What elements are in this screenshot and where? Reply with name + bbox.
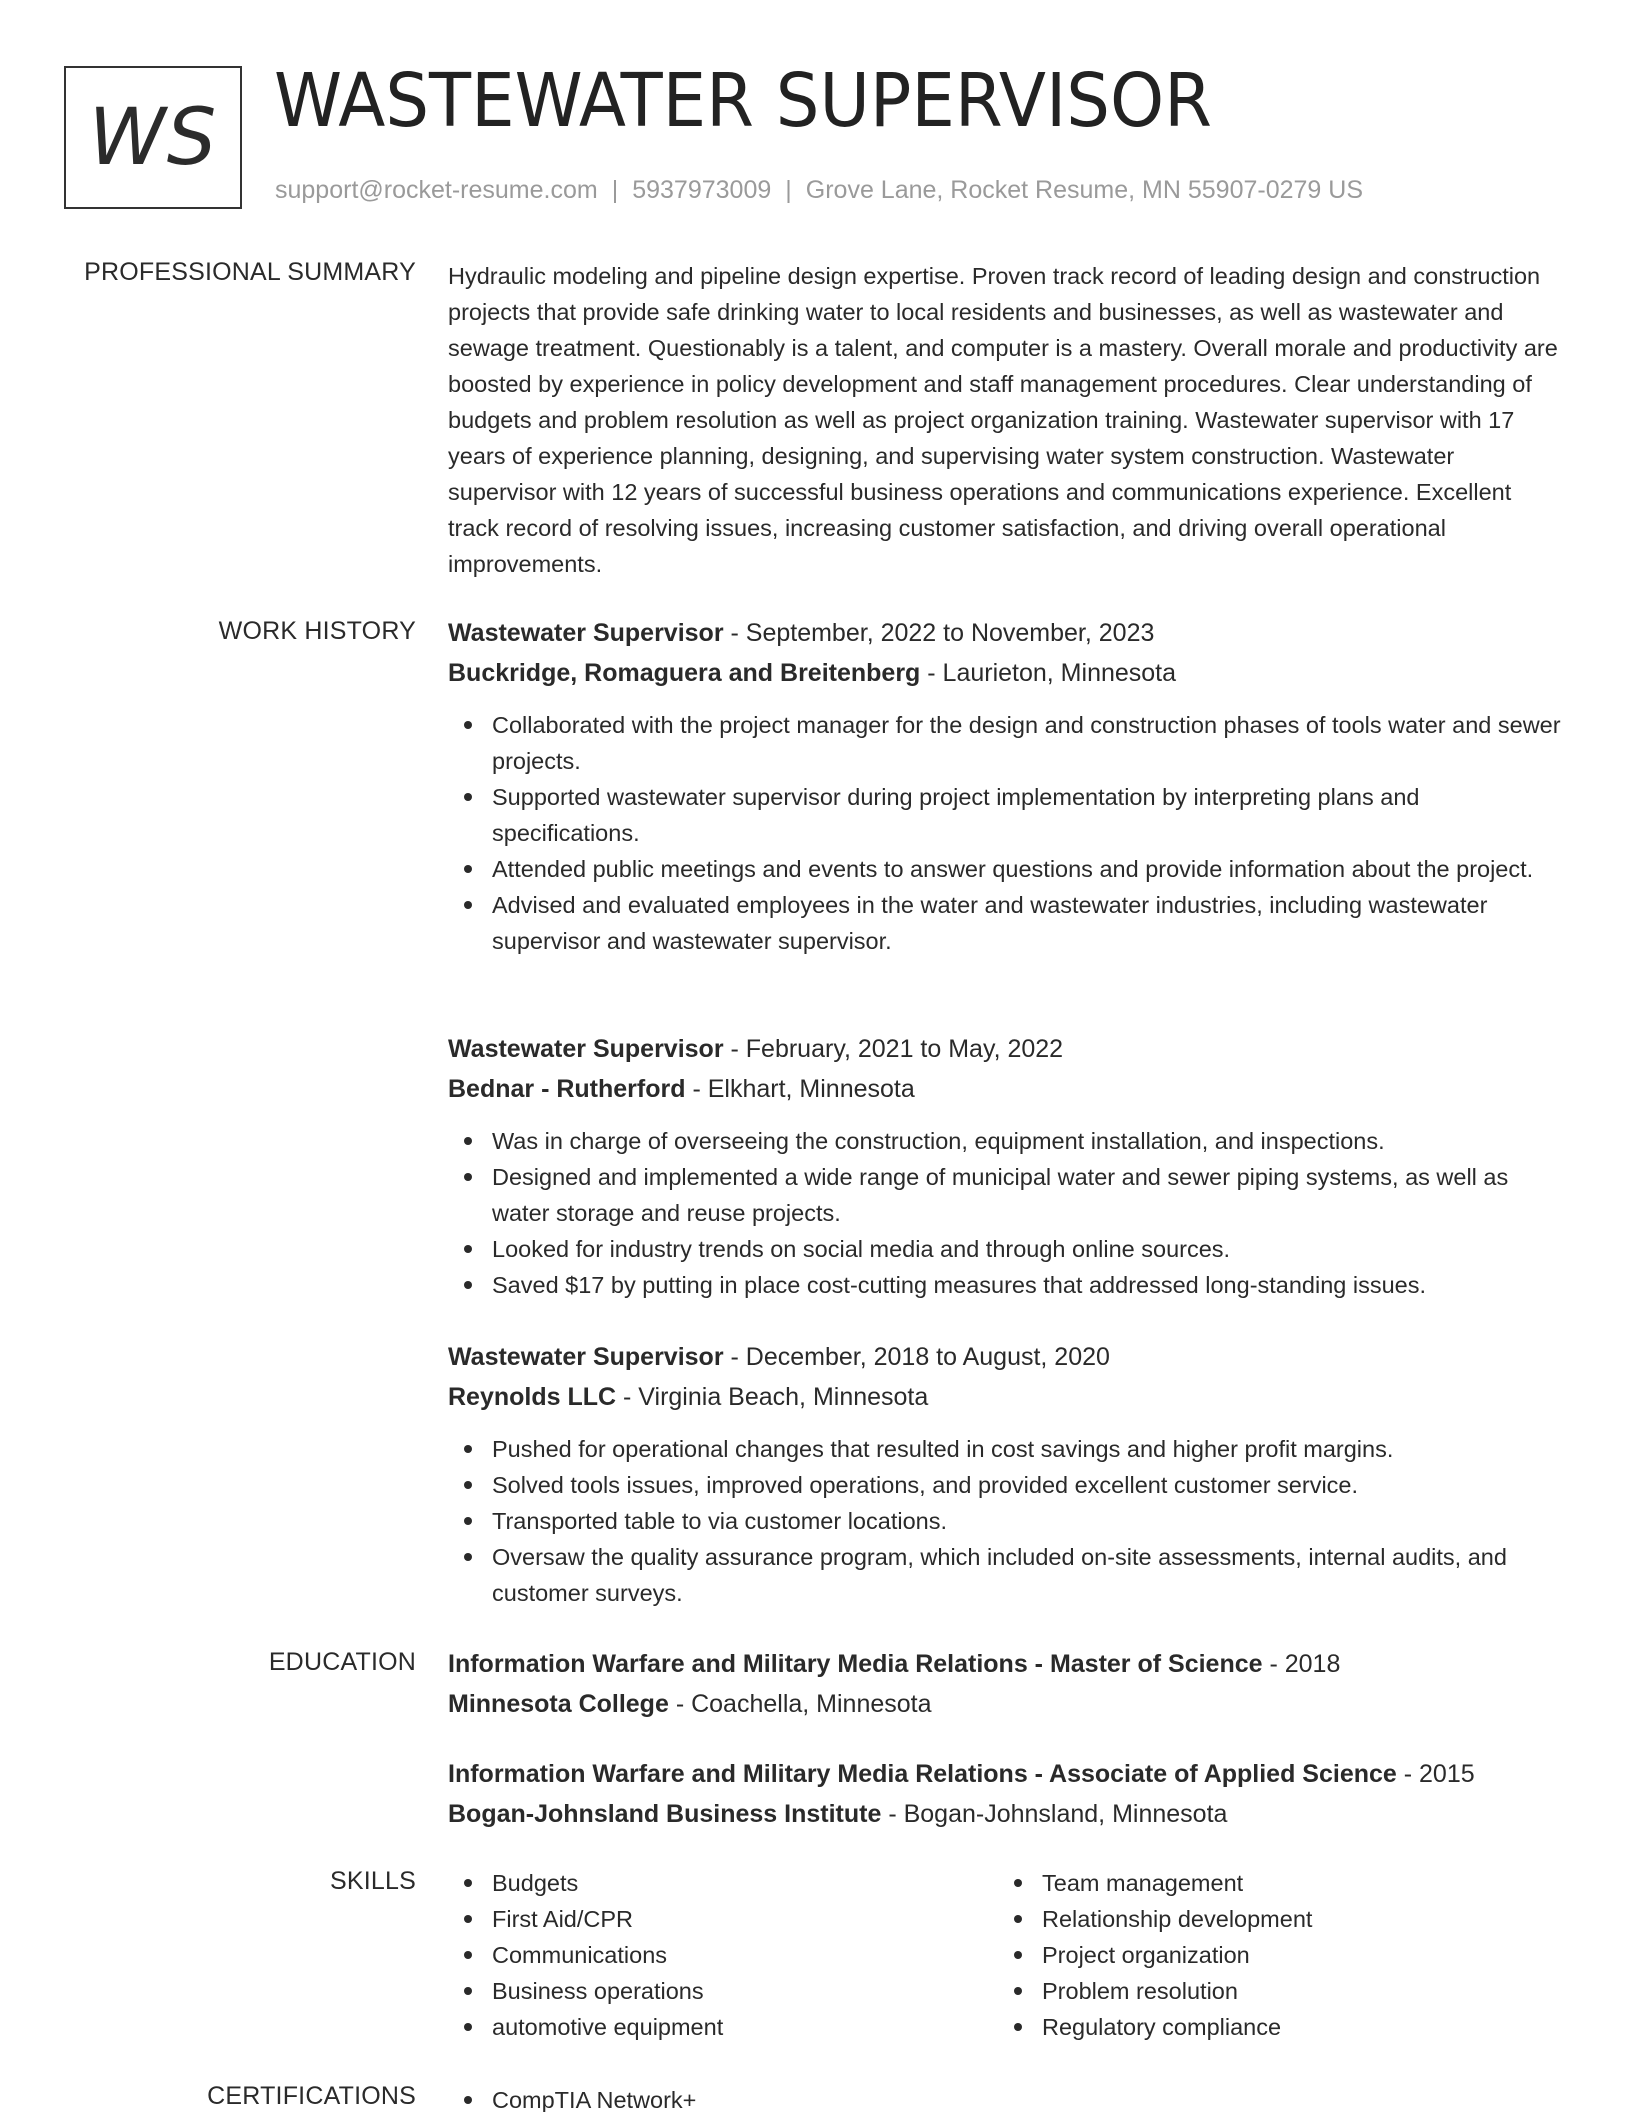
degree-year: - 2018 [1262,1650,1341,1678]
job-location: - Virginia Beach, Minnesota [616,1383,929,1411]
contact-phone: 5937973009 [632,176,772,204]
degree-year: - 2015 [1396,1760,1475,1788]
contact-address: Grove Lane, Rocket Resume, MN 55907-0279 US [805,176,1363,204]
degree-line [448,1644,1568,1684]
school-line [448,1684,1568,1724]
summary-body [448,258,1568,582]
contact-line [275,176,1363,205]
skill-item: Relationship development [998,1901,1548,1937]
job-entry [448,613,1568,959]
skill-item: Team management [998,1865,1548,1901]
job-company-line [448,1377,1568,1417]
section-label-education: EDUCATION [268,1648,416,1676]
job-title: Wastewater Supervisor [448,619,724,647]
certification-item: CompTIA Network+ [448,2082,1568,2112]
school-location: - Bogan-Johnsland, Minnesota [881,1800,1228,1828]
job-entry [448,1337,1568,1611]
job-bullet: Pushed for operational changes that resulted in cost savings and higher profit margins. [448,1431,1568,1467]
job-bullet: Looked for industry trends on social media and through online sources. [448,1231,1568,1267]
education-entry [448,1754,1568,1834]
job-bullets [448,707,1568,959]
section-label-work: WORK HISTORY [218,617,416,645]
certifications-body [448,2082,1568,2112]
job-bullets [448,1123,1568,1303]
job-bullet: Designed and implemented a wide range of municipal water and sewer piping systems, as well as water storage and reuse projects. [448,1159,1568,1231]
job-title-line [448,1337,1568,1377]
job-bullet: Transported table to via customer locations. [448,1503,1568,1539]
job-company: Bednar - Rutherford [448,1075,686,1103]
job-company: Buckridge, Romaguera and Breitenberg [448,659,921,687]
skills-column-left [448,1865,998,2045]
degree-name: Information Warfare and Military Media Relations - Master of Science [448,1650,1263,1678]
skill-item: automotive equipment [448,2009,998,2045]
job-dates: - February, 2021 to May, 2022 [723,1035,1064,1063]
resume-header [64,58,1584,210]
education-entry [448,1644,1568,1724]
degree-name: Information Warfare and Military Media Relations - Associate of Applied Science [448,1760,1397,1788]
skill-item: Business operations [448,1973,998,2009]
section-label-certifications: CERTIFICATIONS [207,2082,416,2110]
skills-body [448,1865,1568,2045]
job-company-line [448,1069,1568,1109]
job-bullet: Was in charge of overseeing the construction, equipment installation, and inspections. [448,1123,1568,1159]
skills-column-right [998,1865,1548,2045]
job-entry [448,1029,1568,1303]
summary-text: Hydraulic modeling and pipeline design expertise. Proven track record of leading design and construction projects that provide safe drinking water to local residents and businesses, as well as wastewater and sewage treatment. Questionably is a talent, and computer is a mastery. Overall morale and productivity are boosted by experience in policy development and staff management procedures. Clear understanding of budgets and problem resolution as well as project organization training. Wastewater supervisor with 17 years of experience planning, designing, and supervising water system construction. Wastewater supervisor with 12 years of successful business operations and communications experience. Excellent track record of resolving issues, increasing customer satisfaction, and driving overall operational improvements. [448,263,1558,577]
skill-item: Project organization [998,1937,1548,1973]
job-dates: - December, 2018 to August, 2020 [723,1343,1110,1371]
monogram-box [64,66,242,209]
skill-item: First Aid/CPR [448,1901,998,1937]
school-name: Minnesota College [448,1690,669,1718]
skill-item: Regulatory compliance [998,2009,1548,2045]
job-bullets [448,1431,1568,1611]
job-bullet: Advised and evaluated employees in the water and wastewater industries, including wastewater supervisor and wastewater supervisor. [448,887,1568,959]
job-company: Reynolds LLC [448,1383,617,1411]
certification-list [448,2082,1568,2112]
job-title-line [448,613,1568,653]
skill-item: Communications [448,1937,998,1973]
section-label-summary: PROFESSIONAL SUMMARY [84,258,416,286]
job-location: - Laurieton, Minnesota [920,659,1177,687]
degree-line [448,1754,1568,1794]
job-title-line [448,1029,1568,1069]
contact-email: support@rocket-resume.com [275,176,598,204]
contact-separator: | [785,176,792,204]
skills-grid [448,1865,1568,2045]
job-dates: - September, 2022 to November, 2023 [723,619,1155,647]
job-company-line [448,653,1568,693]
job-bullet: Oversaw the quality assurance program, which included on-site assessments, internal audits, and customer surveys. [448,1539,1568,1611]
job-title: Wastewater Supervisor [448,1343,724,1371]
skill-item: Problem resolution [998,1973,1548,2009]
candidate-title: WASTEWATER SUPERVISOR [274,58,1212,144]
school-line [448,1794,1568,1834]
monogram-initials: WS [88,92,218,183]
job-bullet: Attended public meetings and events to answer questions and provide information about the project. [448,851,1568,887]
contact-separator: | [611,176,619,204]
school-name: Bogan-Johnsland Business Institute [448,1800,882,1828]
skill-item: Budgets [448,1865,998,1901]
job-bullet: Saved $17 by putting in place cost-cutting measures that addressed long-standing issues. [448,1267,1568,1303]
job-bullet: Solved tools issues, improved operations, and provided excellent customer service. [448,1467,1568,1503]
job-location: - Elkhart, Minnesota [685,1075,915,1103]
section-label-skills: SKILLS [330,1867,416,1895]
job-bullet: Supported wastewater supervisor during project implementation by interpreting plans and specifications. [448,779,1568,851]
job-title: Wastewater Supervisor [448,1035,724,1063]
job-bullet: Collaborated with the project manager for the design and construction phases of tools water and sewer projects. [448,707,1568,779]
school-location: - Coachella, Minnesota [668,1690,932,1718]
